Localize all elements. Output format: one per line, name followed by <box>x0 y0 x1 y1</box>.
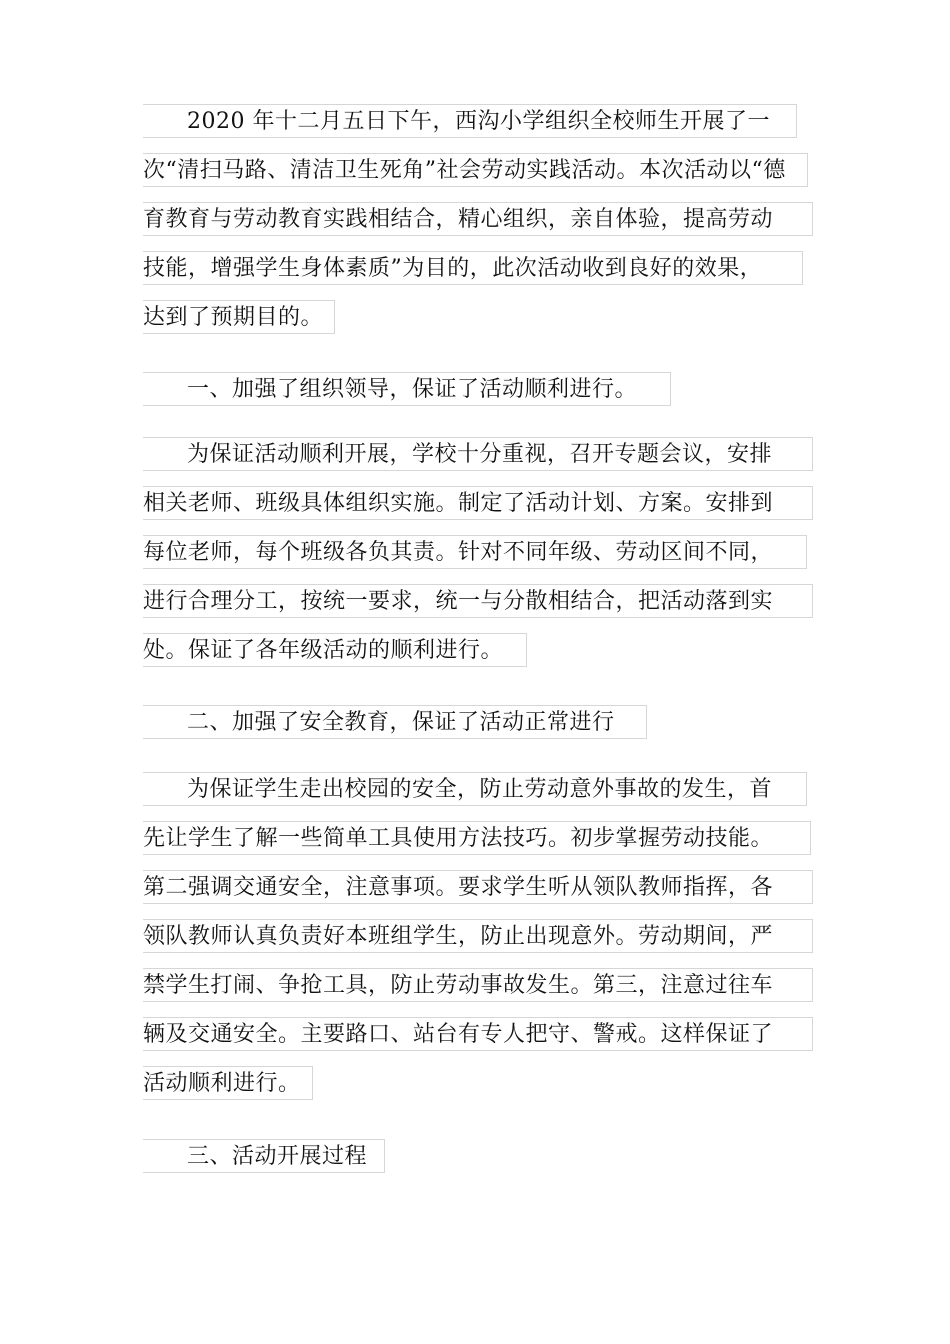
paragraph-3-line-6: 辆及交通安全。主要路口、站台有专人把守、警戒。这样保证了 <box>143 1017 813 1051</box>
paragraph-2-line-1: 为保证活动顺利开展，学校十分重视，召开专题会议，安排 <box>143 437 813 471</box>
paragraph-1-line-1: 2020 年十二月五日下午，西沟小学组织全校师生开展了一 <box>143 104 797 138</box>
paragraph-3-line-5: 禁学生打闹、争抢工具，防止劳动事故发生。第三，注意过往车 <box>143 968 813 1002</box>
section-heading-3: 三、活动开展过程 <box>143 1139 385 1173</box>
paragraph-3-line-2: 先让学生了解一些简单工具使用方法技巧。初步掌握劳动技能。 <box>143 821 811 855</box>
paragraph-1-line-4: 技能，增强学生身体素质”为目的，此次活动收到良好的效果， <box>143 251 803 285</box>
paragraph-1-line-5: 达到了预期目的。 <box>143 300 335 334</box>
paragraph-3-line-4: 领队教师认真负责好本班组学生，防止出现意外。劳动期间，严 <box>143 919 813 953</box>
paragraph-2-line-5: 处。保证了各年级活动的顺利进行。 <box>143 633 527 667</box>
paragraph-1-line-2: 次“清扫马路、清洁卫生死角”社会劳动实践活动。本次活动以“德 <box>143 153 808 187</box>
paragraph-1-line-3: 育教育与劳动教育实践相结合，精心组织，亲自体验，提高劳动 <box>143 202 813 236</box>
paragraph-3-line-1: 为保证学生走出校园的安全，防止劳动意外事故的发生，首 <box>143 772 807 806</box>
paragraph-2-line-3: 每位老师，每个班级各负其责。针对不同年级、劳动区间不同， <box>143 535 807 569</box>
section-heading-1: 一、加强了组织领导，保证了活动顺利进行。 <box>143 372 671 406</box>
section-heading-2: 二、加强了安全教育，保证了活动正常进行 <box>143 705 647 739</box>
paragraph-3-line-7: 活动顺利进行。 <box>143 1066 313 1100</box>
paragraph-2-line-4: 进行合理分工，按统一要求，统一与分散相结合，把活动落到实 <box>143 584 813 618</box>
paragraph-2-line-2: 相关老师、班级具体组织实施。制定了活动计划、方案。安排到 <box>143 486 813 520</box>
paragraph-3-line-3: 第二强调交通安全，注意事项。要求学生听从领队教师指挥，各 <box>143 870 813 904</box>
